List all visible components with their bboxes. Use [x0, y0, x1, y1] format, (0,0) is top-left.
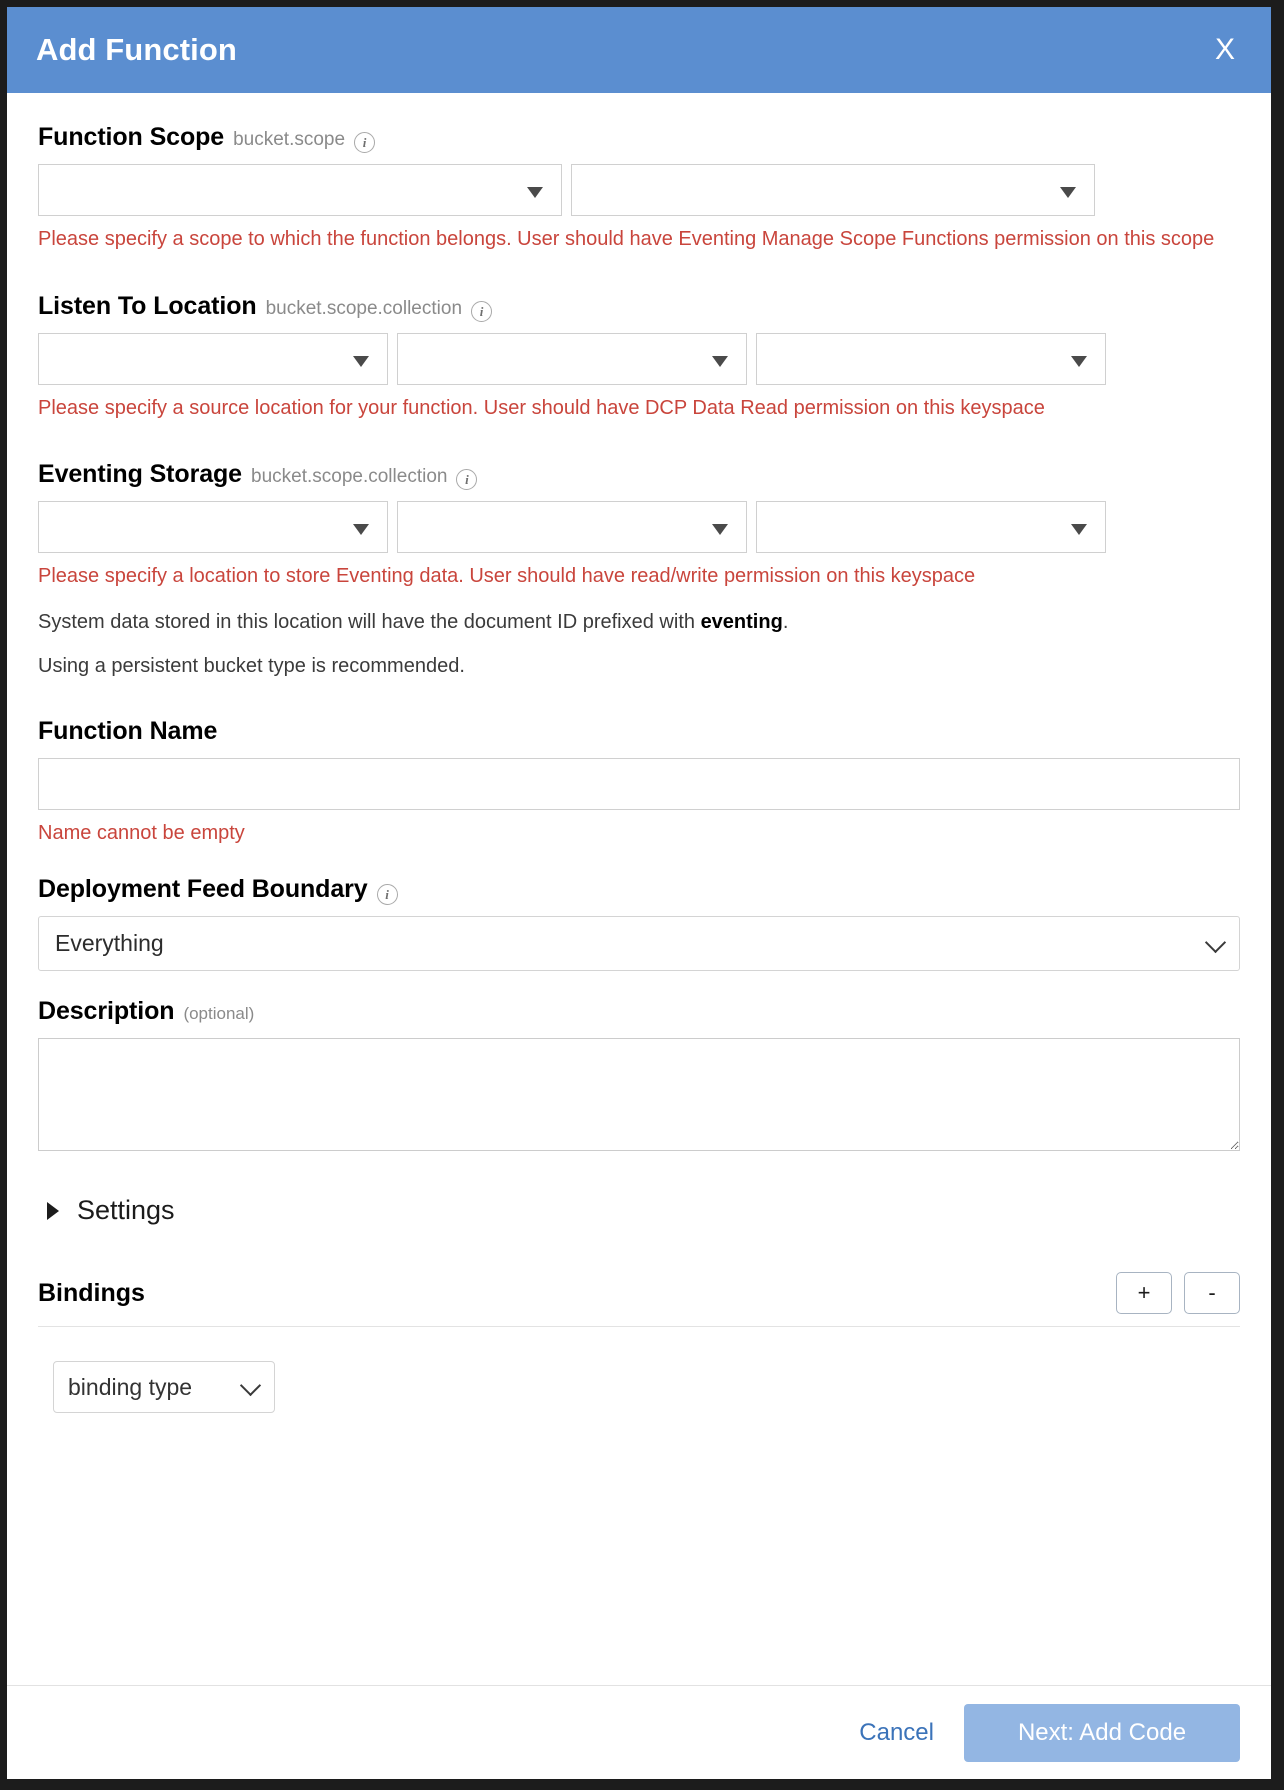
- function-name-error: Name cannot be empty: [38, 821, 245, 844]
- cancel-button[interactable]: Cancel: [855, 1713, 938, 1753]
- description-header: [38, 997, 1240, 1026]
- binding-row: [38, 1361, 1240, 1413]
- dialog-footer: [7, 1685, 1271, 1779]
- eventing-storage-label: Eventing Storage: [38, 460, 242, 489]
- binding-type-value: binding type: [68, 1373, 193, 1400]
- description-textarea[interactable]: [38, 1038, 1240, 1151]
- eventing-storage-error: Please specify a location to store Eventing data. User should have read/write permission on this keyspace: [38, 565, 976, 588]
- info-icon[interactable]: i: [456, 469, 477, 490]
- eventing-storage-selects: [38, 501, 1240, 553]
- function-scope-scope-select[interactable]: [571, 164, 1095, 216]
- chevron-down-icon: [1205, 932, 1226, 953]
- description-sublabel: (optional): [183, 1004, 255, 1024]
- bindings-title: Bindings: [38, 1278, 145, 1307]
- listen-to-location-collection-select[interactable]: [756, 333, 1106, 385]
- function-name-label: Function Name: [38, 716, 218, 745]
- add-binding-button[interactable]: +: [1116, 1272, 1172, 1314]
- deployment-feed-boundary-label: Deployment Feed Boundary: [38, 875, 368, 904]
- next-add-code-button[interactable]: Next: Add Code: [964, 1704, 1240, 1762]
- function-name-input[interactable]: [38, 758, 1240, 810]
- dialog-body: [7, 93, 1271, 1685]
- settings-disclosure[interactable]: [38, 1195, 1240, 1226]
- function-scope-bucket-select[interactable]: [38, 164, 562, 216]
- remove-binding-button[interactable]: -: [1184, 1272, 1240, 1314]
- listen-to-location-error: Please specify a source location for your function. User should have DCP Data Read permission on this keyspace: [38, 396, 1045, 419]
- binding-type-select[interactable]: [53, 1361, 275, 1413]
- function-name-header: [38, 717, 1240, 746]
- description-label: Description: [38, 997, 175, 1026]
- chevron-down-icon: [240, 1375, 261, 1396]
- bindings-buttons: [1116, 1272, 1240, 1314]
- deployment-feed-boundary-value: Everything: [55, 930, 164, 957]
- function-scope-sublabel: bucket.scope: [233, 129, 346, 150]
- dialog-header: [7, 7, 1271, 93]
- eventing-storage-help-second: Using a persistent bucket type is recommended.: [38, 654, 465, 677]
- add-function-dialog: [7, 7, 1271, 1779]
- deployment-feed-boundary-header: [38, 875, 1240, 904]
- eventing-storage-help-prefix: System data stored in this location will have the document ID prefixed with: [38, 610, 701, 633]
- function-scope-header: [38, 123, 1240, 152]
- function-scope-error: Please specify a scope to which the function belongs. User should have Eventing Manage Scope Functions permission on this scope: [38, 228, 1215, 250]
- eventing-storage-scope-select[interactable]: [397, 501, 747, 553]
- listen-to-location-bucket-select[interactable]: [38, 333, 388, 385]
- eventing-storage-help-prefix-line: [38, 607, 1240, 637]
- listen-to-location-label: Listen To Location: [38, 291, 257, 320]
- bindings-divider: [38, 1326, 1240, 1327]
- listen-to-location-header: [38, 292, 1240, 321]
- info-icon[interactable]: i: [377, 884, 398, 905]
- eventing-storage-sublabel: bucket.scope.collection: [251, 466, 448, 488]
- listen-to-location-selects: [38, 333, 1240, 385]
- info-icon[interactable]: i: [354, 132, 375, 153]
- eventing-storage-header: [38, 460, 1240, 489]
- deployment-feed-boundary-select[interactable]: [38, 916, 1240, 971]
- info-icon[interactable]: i: [471, 301, 492, 322]
- bindings-header: [38, 1272, 1240, 1314]
- close-icon[interactable]: X: [1205, 31, 1245, 69]
- triangle-right-icon: [47, 1202, 59, 1220]
- settings-label: Settings: [77, 1195, 175, 1226]
- eventing-storage-collection-select[interactable]: [756, 501, 1106, 553]
- function-scope-label: Function Scope: [38, 123, 225, 151]
- dialog-title: Add Function: [36, 32, 237, 67]
- function-scope-selects: [38, 164, 1240, 216]
- eventing-storage-help-suffix: .: [782, 610, 789, 633]
- listen-to-location-sublabel: bucket.scope.collection: [265, 297, 463, 319]
- eventing-storage-help-bold: eventing: [700, 610, 783, 633]
- listen-to-location-scope-select[interactable]: [397, 333, 747, 385]
- eventing-storage-bucket-select[interactable]: [38, 501, 388, 553]
